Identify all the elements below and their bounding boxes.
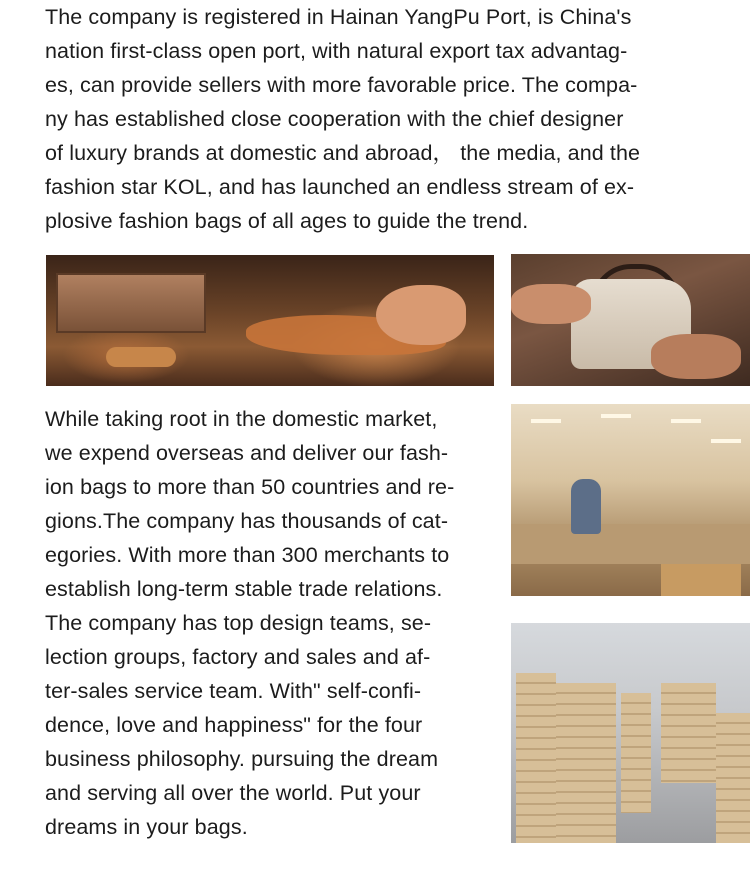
craftsman-hand (376, 285, 466, 345)
ceiling-light (711, 439, 741, 443)
hand-right (651, 334, 741, 379)
intro-line: of luxury brands at domestic and abroad， the media, and the (45, 141, 641, 165)
body-line: establish long-term stable trade relations. (45, 577, 443, 601)
body-line: lection groups, factory and sales and af- (45, 645, 431, 669)
ceiling-light (601, 414, 631, 418)
body-line: ter-sales service team. With" self-confi- (45, 679, 422, 703)
workshop-craft-photo (46, 255, 494, 386)
intro-line: The company is registered in Hainan YangPu Port, is China's (45, 5, 632, 29)
box-stack (661, 683, 716, 783)
box-stack (621, 693, 651, 813)
intro-line: fashion star KOL, and has launched an endless stream of ex- (45, 175, 635, 199)
work-table (511, 524, 750, 564)
ceiling-light (531, 419, 561, 423)
intro-line: plosive fashion bags of all ages to guide the trend. (45, 209, 529, 233)
intro-line: ny has established close cooperation with the chief designer (45, 107, 624, 131)
bag-crafting-photo (511, 254, 750, 386)
body-paragraph (45, 402, 500, 844)
body-line: business philosophy. pursuing the dream (45, 747, 439, 771)
body-line: The company has top design teams, se- (45, 611, 432, 635)
tool-shelf (56, 273, 206, 333)
hand-left (511, 284, 591, 324)
body-line: gions.The company has thousands of cat- (45, 509, 449, 533)
body-line: we expend overseas and deliver our fash- (45, 441, 449, 465)
factory-floor-photo (511, 404, 750, 596)
brush (106, 347, 176, 367)
body-line: egories. With more than 300 merchants to (45, 543, 450, 567)
box-stack (716, 713, 750, 843)
intro-line: nation first-class open port, with natural export tax advantag- (45, 39, 628, 63)
body-line: While taking root in the domestic market, (45, 407, 438, 431)
carton-box (661, 564, 741, 596)
body-line: ion bags to more than 50 countries and re- (45, 475, 455, 499)
body-line: and serving all over the world. Put your (45, 781, 421, 805)
body-line: dence, love and happiness" for the four (45, 713, 423, 737)
warehouse-photo (511, 623, 750, 843)
intro-paragraph (45, 0, 735, 238)
box-stack (556, 683, 616, 843)
box-stack (516, 673, 556, 843)
intro-line: es, can provide sellers with more favorable price. The compa- (45, 73, 638, 97)
worker (571, 479, 601, 534)
body-line: dreams in your bags. (45, 815, 248, 839)
ceiling-light (671, 419, 701, 423)
